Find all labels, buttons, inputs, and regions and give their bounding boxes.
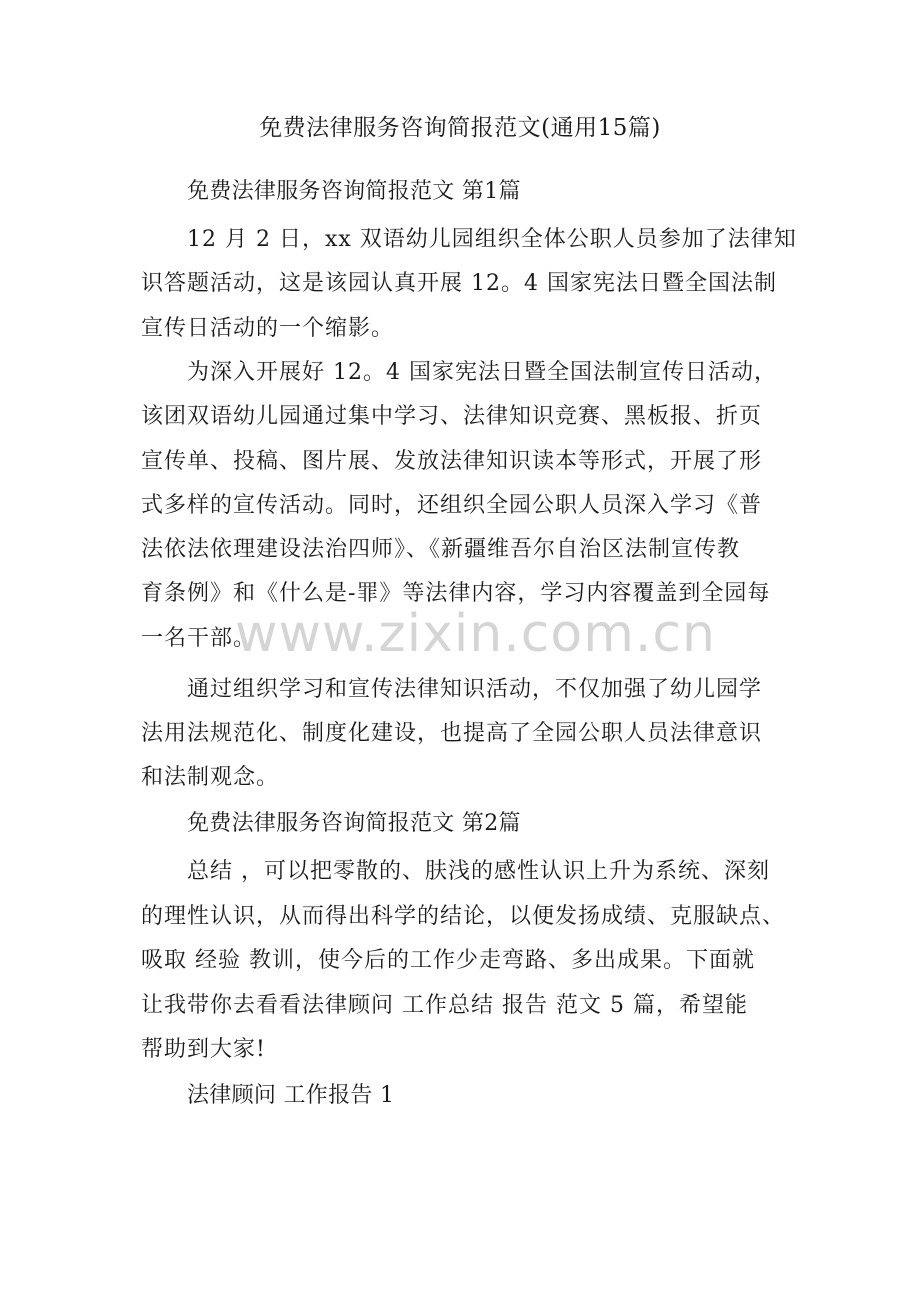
paragraph-line: 法依法依理建设法治四师》、《新疆维吾尔自治区法制宣传教 <box>141 537 741 562</box>
paragraph-line: 法用法规范化、制度化建设，也提高了全园公职人员法律意识 <box>141 721 763 746</box>
subsection-heading: 法律顾问 工作报告 1 <box>187 1083 395 1108</box>
paragraph-line: 12 月 2 日，xx 双语幼儿园组织全体公职人员参加了法律知 <box>187 227 797 252</box>
paragraph-line: 式多样的宣传活动。同时，还组织全园公职人员深入学习《普 <box>141 493 763 518</box>
paragraph-line: 和法制观念。 <box>141 765 280 790</box>
document-title: 免费法律服务咨询简报范文(通用15篇) <box>259 115 661 141</box>
paragraph-line: 吸取 经验 教训，使今后的工作少走弯路、多出成果。下面就 <box>141 948 755 973</box>
section-heading-2: 免费法律服务咨询简报范文 第2篇 <box>187 811 521 836</box>
paragraph-line: 帮助到大家! <box>141 1037 266 1062</box>
paragraph-line: 总结 ，可以把零散的、肤浅的感性认识上升为系统、深刻 <box>187 859 770 884</box>
paragraph-line: 识答题活动，这是该园认真开展 12。4 国家宪法日暨全国法制 <box>141 271 777 296</box>
paragraph-line: 为深入开展好 12。4 国家宪法日暨全国法制宣传日活动， <box>187 360 777 385</box>
paragraph-line: 一名干部。 <box>141 626 257 651</box>
paragraph-line: 让我带你去看看法律顾问 工作总结 报告 范文 5 篇，希望能 <box>141 993 748 1018</box>
paragraph-line: 育条例》和《什么是-罪》等法律内容，学习内容覆盖到全园每 <box>141 581 771 606</box>
paragraph-line: 宣传单、投稿、图片展、发放法律知识读本等形式，开展了形 <box>141 449 763 474</box>
section-heading-1: 免费法律服务咨询简报范文 第1篇 <box>187 179 521 204</box>
watermark: www.zixin.com.cn <box>235 604 716 664</box>
paragraph-line: 该团双语幼儿园通过集中学习、法律知识竞赛、黑板报、折页 <box>141 404 763 429</box>
paragraph-line: 宣传日活动的一个缩影。 <box>141 316 395 341</box>
paragraph-line: 的理性认识，从而得出科学的结论，以便发扬成绩、克服缺点、 <box>141 904 786 929</box>
paragraph-line: 通过组织学习和宣传法律知识活动，不仅加强了幼儿园学 <box>187 677 763 702</box>
